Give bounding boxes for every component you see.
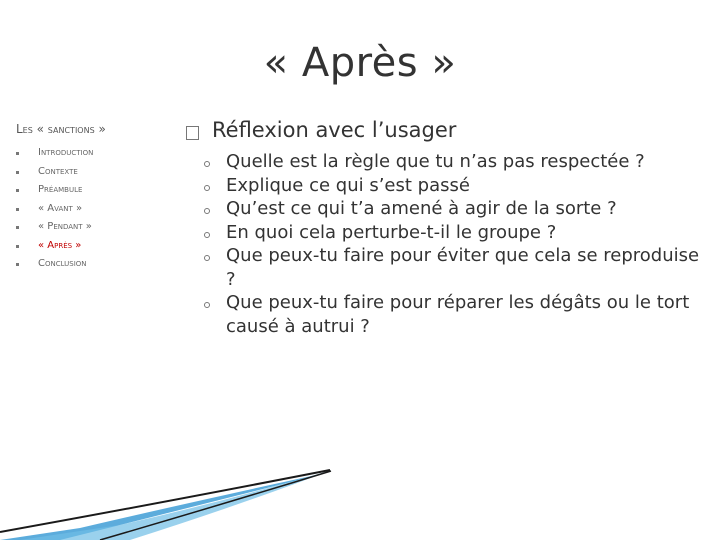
content-heading: Réflexion avec l’usager [186,118,706,142]
list-item: Quelle est la règle que tu n’as pas respectée ? [226,150,706,174]
bullet-square-icon [16,208,19,211]
bullet-list [186,150,706,338]
slide-title: « Après » [263,40,457,86]
sidebar-item-contexte[interactable]: Contexte [16,165,166,184]
list-item: Que peux-tu faire pour éviter que cela se reproduise ? [226,244,706,291]
main-content [186,118,706,338]
list-item: En quoi cela perturbe-t-il le groupe ? [226,221,706,245]
checkbox-bullet-icon [186,126,199,140]
circle-bullet-icon [204,185,210,191]
circle-bullet-icon [204,161,210,167]
sidebar-item-conclusion[interactable]: Conclusion [16,257,166,276]
sidebar-item-pendant[interactable]: « Pendant » [16,220,166,239]
sidebar-item-avant[interactable]: « Avant » [16,202,166,221]
circle-bullet-icon [204,255,210,261]
circle-bullet-icon [204,302,210,308]
sidebar-nav [16,122,166,276]
bullet-square-icon [16,226,19,229]
list-item: Que peux-tu faire pour réparer les dégâts ou le tort causé à autrui ? [226,291,706,338]
sidebar-item-preambule[interactable]: Préambule [16,183,166,202]
sidebar-heading: Les « sanctions » [16,122,106,136]
sidebar-item-introduction[interactable]: Introduction [16,146,166,165]
circle-bullet-icon [204,232,210,238]
list-item: Explique ce qui s’est passé [226,174,706,198]
bullet-square-icon [16,152,19,155]
bullet-square-icon [16,263,19,266]
circle-bullet-icon [204,208,210,214]
bullet-square-icon [16,189,19,192]
sidebar-item-apres[interactable]: « Après » [16,239,166,258]
bullet-square-icon [16,245,19,248]
bullet-square-icon [16,171,19,174]
list-item: Qu’est ce qui t’a amené à agir de la sorte ? [226,197,706,221]
